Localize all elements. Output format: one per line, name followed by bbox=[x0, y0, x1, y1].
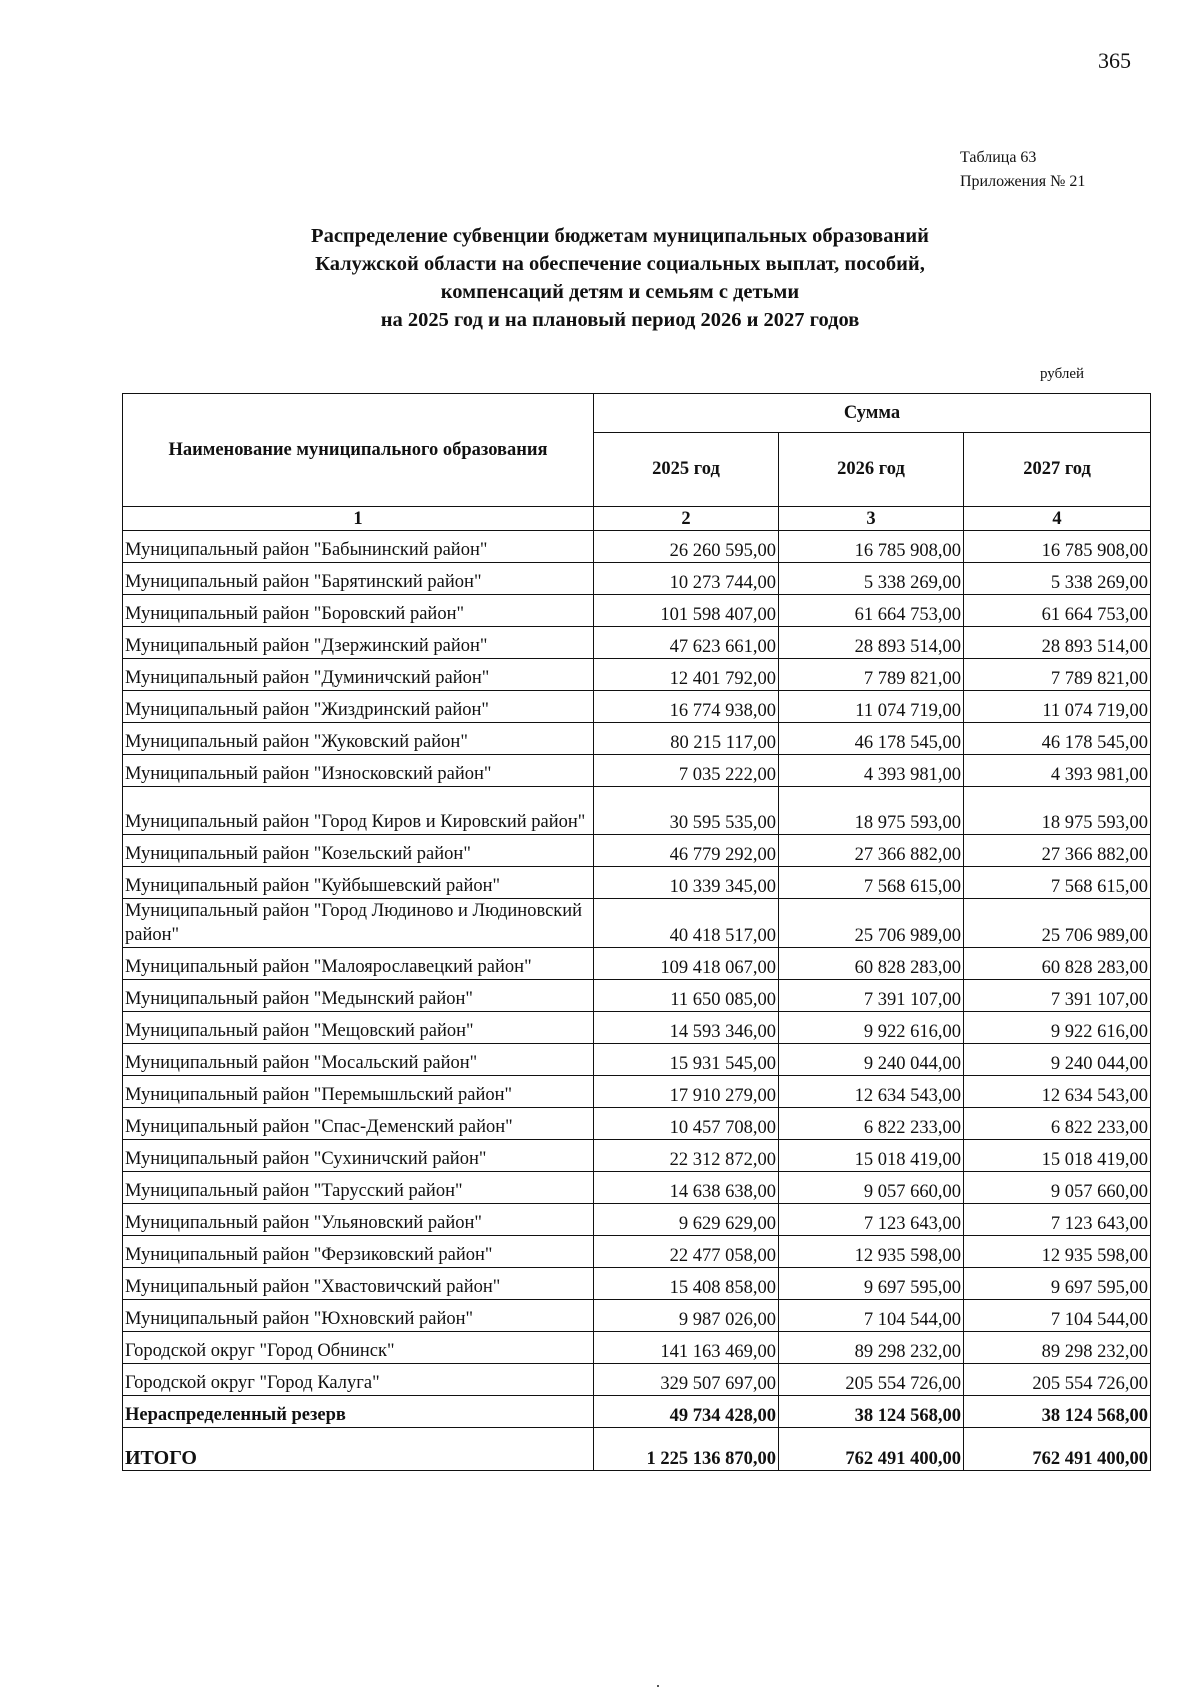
reserve-2027: 38 124 568,00 bbox=[964, 1396, 1151, 1428]
amount-2026: 15 018 419,00 bbox=[779, 1140, 964, 1172]
column-header-name: Наименование муниципального образования bbox=[123, 394, 594, 507]
amount-2026: 7 789 821,00 bbox=[779, 659, 964, 691]
reserve-2026: 38 124 568,00 bbox=[779, 1396, 964, 1428]
amount-2027: 9 922 616,00 bbox=[964, 1012, 1151, 1044]
municipality-name: Муниципальный район "Дзержинский район" bbox=[123, 627, 594, 659]
amount-2025: 80 215 117,00 bbox=[594, 723, 779, 755]
municipality-name: Муниципальный район "Мещовский район" bbox=[123, 1012, 594, 1044]
amount-2025: 10 273 744,00 bbox=[594, 563, 779, 595]
column-number: 4 bbox=[964, 507, 1151, 531]
amount-2027: 7 568 615,00 bbox=[964, 867, 1151, 899]
table-row bbox=[123, 723, 1151, 755]
amount-2027: 28 893 514,00 bbox=[964, 627, 1151, 659]
table-row bbox=[123, 1268, 1151, 1300]
municipality-name: Муниципальный район "Козельский район" bbox=[123, 835, 594, 867]
amount-2026: 89 298 232,00 bbox=[779, 1332, 964, 1364]
municipality-name: Городской округ "Город Калуга" bbox=[123, 1364, 594, 1396]
amount-2025: 329 507 697,00 bbox=[594, 1364, 779, 1396]
municipality-name: Муниципальный район "Боровский район" bbox=[123, 595, 594, 627]
municipality-name: Муниципальный район "Спас-Деменский район" bbox=[123, 1108, 594, 1140]
municipality-name: Муниципальный район "Ферзиковский район" bbox=[123, 1236, 594, 1268]
column-number: 3 bbox=[779, 507, 964, 531]
amount-2025: 101 598 407,00 bbox=[594, 595, 779, 627]
amount-2026: 25 706 989,00 bbox=[779, 899, 964, 948]
table-row bbox=[123, 948, 1151, 980]
amount-2025: 17 910 279,00 bbox=[594, 1076, 779, 1108]
amount-2027: 25 706 989,00 bbox=[964, 899, 1151, 948]
table-row bbox=[123, 1076, 1151, 1108]
column-header-2026: 2026 год bbox=[779, 433, 964, 507]
amount-2026: 61 664 753,00 bbox=[779, 595, 964, 627]
table-row bbox=[123, 867, 1151, 899]
column-number: 2 bbox=[594, 507, 779, 531]
amount-2025: 10 457 708,00 bbox=[594, 1108, 779, 1140]
amount-2026: 7 568 615,00 bbox=[779, 867, 964, 899]
municipality-name: Муниципальный район "Износковский район" bbox=[123, 755, 594, 787]
amount-2027: 9 057 660,00 bbox=[964, 1172, 1151, 1204]
municipality-name: Муниципальный район "Ульяновский район" bbox=[123, 1204, 594, 1236]
amount-2025: 15 408 858,00 bbox=[594, 1268, 779, 1300]
table-row bbox=[123, 531, 1151, 563]
total-2027: 762 491 400,00 bbox=[964, 1428, 1151, 1471]
title-line: компенсаций детям и семьям с детьми bbox=[440, 281, 800, 303]
amount-2025: 30 595 535,00 bbox=[594, 787, 779, 835]
reserve-row bbox=[123, 1396, 1151, 1428]
amount-2025: 22 312 872,00 bbox=[594, 1140, 779, 1172]
amount-2026: 9 240 044,00 bbox=[779, 1044, 964, 1076]
amount-2026: 60 828 283,00 bbox=[779, 948, 964, 980]
amount-2025: 14 638 638,00 bbox=[594, 1172, 779, 1204]
municipality-name: Муниципальный район "Город Людиново и Людиновский район" bbox=[123, 899, 594, 948]
municipality-name: Муниципальный район "Мосальский район" bbox=[123, 1044, 594, 1076]
amount-2025: 14 593 346,00 bbox=[594, 1012, 779, 1044]
table-row bbox=[123, 787, 1151, 835]
amount-2026: 28 893 514,00 bbox=[779, 627, 964, 659]
amount-2027: 11 074 719,00 bbox=[964, 691, 1151, 723]
amount-2025: 47 623 661,00 bbox=[594, 627, 779, 659]
total-label: ИТОГО bbox=[123, 1428, 594, 1471]
amount-2026: 7 391 107,00 bbox=[779, 980, 964, 1012]
amount-2027: 18 975 593,00 bbox=[964, 787, 1151, 835]
amount-2026: 11 074 719,00 bbox=[779, 691, 964, 723]
amount-2027: 12 634 543,00 bbox=[964, 1076, 1151, 1108]
table-row bbox=[123, 1300, 1151, 1332]
amount-2026: 7 123 643,00 bbox=[779, 1204, 964, 1236]
title-line: на 2025 год и на плановый период 2026 и 2027 годов bbox=[380, 309, 860, 331]
table-row bbox=[123, 1364, 1151, 1396]
column-header-sum: Сумма bbox=[594, 394, 1151, 433]
municipality-name: Муниципальный район "Тарусский район" bbox=[123, 1172, 594, 1204]
amount-2027: 89 298 232,00 bbox=[964, 1332, 1151, 1364]
amount-2025: 11 650 085,00 bbox=[594, 980, 779, 1012]
municipality-name: Муниципальный район "Малоярославецкий район" bbox=[123, 948, 594, 980]
column-header-2027: 2027 год bbox=[964, 433, 1151, 507]
table-row bbox=[123, 691, 1151, 723]
amount-2027: 4 393 981,00 bbox=[964, 755, 1151, 787]
table-row bbox=[123, 595, 1151, 627]
amount-2025: 22 477 058,00 bbox=[594, 1236, 779, 1268]
units-label: рублей bbox=[1040, 366, 1085, 382]
municipality-name: Муниципальный район "Медынский район" bbox=[123, 980, 594, 1012]
amount-2025: 10 339 345,00 bbox=[594, 867, 779, 899]
amount-2027: 5 338 269,00 bbox=[964, 563, 1151, 595]
amount-2027: 6 822 233,00 bbox=[964, 1108, 1151, 1140]
amount-2026: 12 634 543,00 bbox=[779, 1076, 964, 1108]
municipality-name: Муниципальный район "Жиздринский район" bbox=[123, 691, 594, 723]
table-row bbox=[123, 1332, 1151, 1364]
amount-2026: 12 935 598,00 bbox=[779, 1236, 964, 1268]
amount-2027: 46 178 545,00 bbox=[964, 723, 1151, 755]
table-row bbox=[123, 1012, 1151, 1044]
municipality-name: Муниципальный район "Жуковский район" bbox=[123, 723, 594, 755]
amount-2025: 46 779 292,00 bbox=[594, 835, 779, 867]
title-line: Калужской области на обеспечение социальных выплат, пособий, bbox=[315, 253, 925, 275]
amount-2027: 7 391 107,00 bbox=[964, 980, 1151, 1012]
subvention-table bbox=[122, 393, 1151, 1471]
amount-2027: 27 366 882,00 bbox=[964, 835, 1151, 867]
amount-2026: 205 554 726,00 bbox=[779, 1364, 964, 1396]
amount-2027: 9 697 595,00 bbox=[964, 1268, 1151, 1300]
table-row bbox=[123, 899, 1151, 948]
municipality-name: Муниципальный район "Барятинский район" bbox=[123, 563, 594, 595]
table-row bbox=[123, 1236, 1151, 1268]
amount-2025: 15 931 545,00 bbox=[594, 1044, 779, 1076]
table-number: Таблица 63 bbox=[960, 149, 1037, 166]
municipality-name: Муниципальный район "Хвастовичский район" bbox=[123, 1268, 594, 1300]
municipality-name: Муниципальный район "Думиничский район" bbox=[123, 659, 594, 691]
municipality-name: Муниципальный район "Юхновский район" bbox=[123, 1300, 594, 1332]
amount-2027: 7 789 821,00 bbox=[964, 659, 1151, 691]
table-row bbox=[123, 1172, 1151, 1204]
amount-2026: 6 822 233,00 bbox=[779, 1108, 964, 1140]
amount-2027: 12 935 598,00 bbox=[964, 1236, 1151, 1268]
appendix-number: Приложения № 21 bbox=[960, 173, 1086, 190]
amount-2026: 18 975 593,00 bbox=[779, 787, 964, 835]
amount-2027: 205 554 726,00 bbox=[964, 1364, 1151, 1396]
amount-2025: 40 418 517,00 bbox=[594, 899, 779, 948]
amount-2025: 7 035 222,00 bbox=[594, 755, 779, 787]
amount-2025: 141 163 469,00 bbox=[594, 1332, 779, 1364]
municipality-name: Городской округ "Город Обнинск" bbox=[123, 1332, 594, 1364]
amount-2027: 9 240 044,00 bbox=[964, 1044, 1151, 1076]
table-row bbox=[123, 1108, 1151, 1140]
scan-artifact bbox=[657, 1685, 659, 1687]
amount-2026: 9 922 616,00 bbox=[779, 1012, 964, 1044]
document-title bbox=[180, 222, 1060, 334]
amount-2026: 9 697 595,00 bbox=[779, 1268, 964, 1300]
amount-2027: 7 104 544,00 bbox=[964, 1300, 1151, 1332]
amount-2026: 7 104 544,00 bbox=[779, 1300, 964, 1332]
table-row bbox=[123, 1204, 1151, 1236]
amount-2025: 9 629 629,00 bbox=[594, 1204, 779, 1236]
amount-2027: 15 018 419,00 bbox=[964, 1140, 1151, 1172]
table-row bbox=[123, 659, 1151, 691]
amount-2026: 27 366 882,00 bbox=[779, 835, 964, 867]
table-row bbox=[123, 980, 1151, 1012]
amount-2025: 9 987 026,00 bbox=[594, 1300, 779, 1332]
amount-2027: 7 123 643,00 bbox=[964, 1204, 1151, 1236]
reserve-label: Нераспределенный резерв bbox=[123, 1396, 594, 1428]
total-2025: 1 225 136 870,00 bbox=[594, 1428, 779, 1471]
municipality-name: Муниципальный район "Бабынинский район" bbox=[123, 531, 594, 563]
amount-2025: 26 260 595,00 bbox=[594, 531, 779, 563]
municipality-name: Муниципальный район "Перемышльский район" bbox=[123, 1076, 594, 1108]
column-number: 1 bbox=[123, 507, 594, 531]
title-line: Распределение субвенции бюджетам муниципальных образований bbox=[311, 225, 929, 247]
amount-2025: 16 774 938,00 bbox=[594, 691, 779, 723]
municipality-name: Муниципальный район "Город Киров и Кировский район" bbox=[123, 787, 594, 835]
table-body bbox=[123, 531, 1151, 1471]
total-2026: 762 491 400,00 bbox=[779, 1428, 964, 1471]
table-row bbox=[123, 563, 1151, 595]
amount-2025: 109 418 067,00 bbox=[594, 948, 779, 980]
amount-2026: 16 785 908,00 bbox=[779, 531, 964, 563]
total-row bbox=[123, 1428, 1151, 1471]
amount-2026: 9 057 660,00 bbox=[779, 1172, 964, 1204]
amount-2027: 60 828 283,00 bbox=[964, 948, 1151, 980]
municipality-name: Муниципальный район "Куйбышевский район" bbox=[123, 867, 594, 899]
reserve-2025: 49 734 428,00 bbox=[594, 1396, 779, 1428]
amount-2026: 5 338 269,00 bbox=[779, 563, 964, 595]
amount-2026: 4 393 981,00 bbox=[779, 755, 964, 787]
amount-2027: 61 664 753,00 bbox=[964, 595, 1151, 627]
table-row bbox=[123, 1140, 1151, 1172]
amount-2027: 16 785 908,00 bbox=[964, 531, 1151, 563]
municipality-name: Муниципальный район "Сухиничский район" bbox=[123, 1140, 594, 1172]
table-row bbox=[123, 1044, 1151, 1076]
table-reference bbox=[960, 146, 1085, 194]
page-number: 365 bbox=[1098, 48, 1131, 73]
table-row bbox=[123, 627, 1151, 659]
column-header-2025: 2025 год bbox=[594, 433, 779, 507]
table-row bbox=[123, 835, 1151, 867]
table-row bbox=[123, 755, 1151, 787]
amount-2025: 12 401 792,00 bbox=[594, 659, 779, 691]
amount-2026: 46 178 545,00 bbox=[779, 723, 964, 755]
